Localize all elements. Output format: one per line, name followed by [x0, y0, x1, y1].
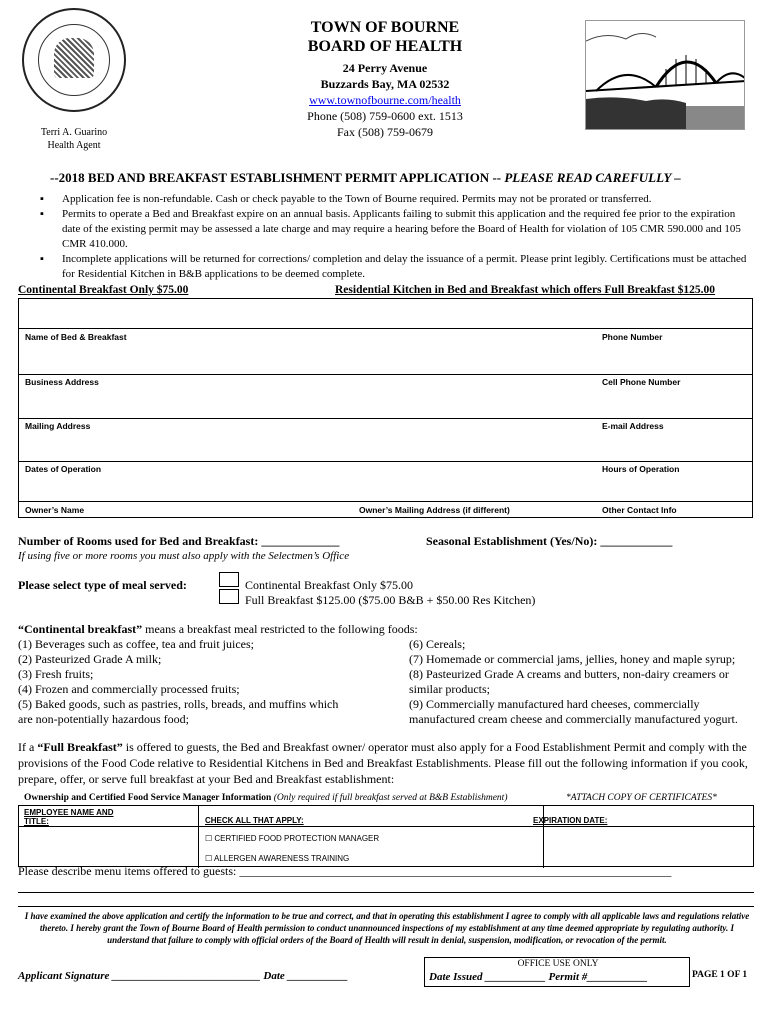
food-item: are non-potentially hazardous food; [18, 712, 189, 726]
ownership-heading [24, 793, 508, 803]
email-label: E-mail Address [602, 421, 664, 431]
cert-allergen-label: ALLERGEN AWARENESS TRAINING [213, 854, 350, 863]
attach-certificates-note: *ATTACH COPY OF CERTIFICATES* [566, 793, 717, 803]
checkbox-icon[interactable]: ☐ [205, 854, 213, 863]
food-item: (6) Cereals; [409, 637, 466, 651]
application-title [50, 170, 750, 186]
food-item: (5) Baked goods, such as pastries, rolls, breads, and muffins which [18, 697, 339, 711]
phone-line: Phone (508) 759-0600 ext. 1513 [307, 109, 463, 123]
continental-definition [18, 622, 418, 637]
checkbox-icon[interactable]: ☐ [205, 834, 213, 843]
instruction-item: ▪ Application fee is non-refundable. Cash or check payable to the Town of Bourne required. Permits may not be prorated or transferred. [40, 192, 752, 207]
full-breakfast-option-label: Full Breakfast $125.00 ($75.00 B&B + $50.00 Res Kitchen) [245, 593, 536, 607]
menu-line[interactable] [18, 906, 754, 907]
phone-label: Phone Number [602, 332, 663, 342]
menu-line[interactable] [18, 892, 754, 893]
menu-description-field[interactable]: Please describe menu items offered to guests: ________________________________________________________________________ [18, 864, 672, 878]
full-breakfast-text: is offered to guests, the Bed and Breakfast owner/ operator must also apply for a Food Establishment Permit and comply with the provisions of the Food Code relative to Residential Kitchens in Bed and Breakfast Establishments. Please fill out the following information if you cook, prepare, offer, or serve full breakfast at your Bed and Breakfast establishment: [18, 740, 748, 786]
bridge-drawing [586, 21, 745, 130]
employee-column-header: EMPLOYEE NAME AND TITLE: [24, 808, 114, 826]
city-address: Buzzards Bay, MA 02532 [320, 77, 450, 91]
owner-name-label: Owner’s Name [25, 505, 85, 515]
business-address-label: Business Address [25, 377, 99, 387]
food-item: (7) Homemade or commercial jams, jellies, honey and maple syrup; [409, 652, 736, 666]
ownership-title: Ownership and Certified Food Service Manager Information [24, 793, 272, 803]
cert-food-manager-label: CERTIFIED FOOD PROTECTION MANAGER [214, 834, 380, 843]
board-name: BOARD OF HEALTH [307, 38, 463, 55]
continental-term: “Continental breakfast” [18, 622, 143, 636]
food-item: similar products; [409, 682, 490, 696]
full-breakfast-term: “Full Breakfast” [37, 740, 123, 754]
website-link[interactable]: www.townofbourne.com/health [309, 93, 461, 107]
agent-title: Health Agent [47, 140, 101, 151]
table-header-divider [19, 826, 755, 827]
meal-type-prompt: Please select type of meal served: [18, 578, 187, 592]
date-issued-permit: Date Issued ___________ Permit #___________ [429, 971, 648, 983]
bnb-name-label: Name of Bed & Breakfast [25, 332, 127, 342]
bridge-image [585, 20, 745, 130]
cert-food-manager[interactable] [205, 834, 379, 843]
rooms-question[interactable]: Number of Rooms used for Bed and Breakfast: _____________ [18, 534, 340, 548]
continental-checkbox[interactable] [219, 572, 239, 587]
foods-right-list [409, 637, 759, 727]
dates-input-row[interactable] [19, 432, 752, 462]
continental-definition-text: means a breakfast meal restricted to the following foods: [142, 622, 418, 636]
full-breakfast-fee-heading: Residential Kitchen in Bed and Breakfast which offers Full Breakfast $125.00 [335, 284, 716, 296]
page-number: PAGE 1 OF 1 [692, 970, 748, 980]
mailing-address-label: Mailing Address [25, 421, 91, 431]
agent-name: Terri A. Guarino [40, 127, 108, 138]
name-input-row[interactable] [19, 299, 752, 329]
food-item: manufactured cream cheese and commercially manufactured yogurt. [409, 712, 738, 726]
instruction-item: ▪ Incomplete applications will be returned for corrections/ completion and delay the issuance of a permit. Please print legibly. Certifications must be attached for Residential Kitchen in B&B applications to be deemed complete. [40, 252, 752, 282]
full-breakfast-checkbox[interactable] [219, 589, 239, 604]
mailing-input-row[interactable] [19, 389, 752, 419]
other-contact-label: Other Contact Info [602, 505, 677, 515]
seal-figure [54, 38, 94, 78]
title-text: --2018 BED AND BREAKFAST ESTABLISHMENT PERMIT APPLICATION -- [50, 170, 505, 185]
town-seal [22, 8, 126, 112]
full-pre: If a [18, 740, 38, 754]
signature-line[interactable]: Applicant Signature ___________________________ Date ___________ [18, 970, 349, 982]
manager-table [18, 805, 754, 867]
cert-allergen[interactable] [205, 854, 349, 863]
fax-line: Fax (508) 759-0679 [337, 125, 433, 139]
town-name: TOWN OF BOURNE [310, 19, 460, 36]
ownership-note: (Only required if full breakfast served at B&B Establishment) [271, 793, 508, 803]
check-column-header: CHECK ALL THAT APPLY: [205, 816, 304, 825]
applicant-info-form [18, 298, 753, 518]
full-breakfast-paragraph [18, 739, 754, 787]
foods-left-list [18, 637, 398, 727]
street-address: 24 Perry Avenue [342, 61, 428, 75]
office-use-label: OFFICE USE ONLY [517, 959, 599, 969]
address-input-row[interactable] [19, 345, 752, 375]
food-item: (3) Fresh fruits; [18, 667, 94, 681]
cell-phone-label: Cell Phone Number [602, 377, 681, 387]
expiration-column-header: EXPIRATION DATE: [533, 816, 608, 825]
continental-option-label: Continental Breakfast Only $75.00 [245, 578, 413, 592]
health-agent [26, 126, 122, 152]
food-item: (9) Commercially manufactured hard cheeses, commercially [409, 697, 700, 711]
title-emphasis: PLEASE READ CAREFULLY – [504, 170, 681, 185]
seasonal-question[interactable]: Seasonal Establishment (Yes/No): ____________ [426, 534, 673, 548]
food-item: (4) Frozen and commercially processed fruits; [18, 682, 240, 696]
instruction-item: ▪ Permits to operate a Bed and Breakfast expire on an annual basis. Applicants failing to submit this application and the required fee prior to the expiration date of the existing permit may be assessed a late charge and may require a hearing before the Board of Health for violation of 105 CMR 590.000 and 105 CMR 410.000. [40, 207, 752, 252]
letterhead [230, 18, 540, 140]
rooms-note: If using five or more rooms you must also apply with the Selectmen’s Office [18, 550, 350, 562]
food-item: (8) Pasteurized Grade A creams and butters, non-dairy creamers or [409, 667, 729, 681]
office-use-box [424, 957, 690, 987]
owner-input-row[interactable] [19, 475, 752, 502]
instructions-list [40, 192, 752, 282]
certification-declaration: I have examined the above application and certify the information to be true and correct, and that in operating this establishment I agree to comply with all applicable laws and regulations relative thereto. I hereby grant the Town of Bourne Board of Health permission to conduct unannounced inspections of my establishment at any time deemed appropriate by regulating authority. I understand that failure to comply with official orders of the Board of Health will result in denial, suspension, modification, or revocation of the permit. [24, 911, 750, 945]
continental-fee-heading: Continental Breakfast Only $75.00 [18, 284, 189, 296]
food-item: (2) Pasteurized Grade A milk; [18, 652, 162, 666]
hours-label: Hours of Operation [602, 464, 680, 474]
owner-mailing-label: Owner’s Mailing Address (if different) [359, 505, 510, 515]
dates-label: Dates of Operation [25, 464, 102, 474]
food-item: (1) Beverages such as coffee, tea and fruit juices; [18, 637, 255, 651]
